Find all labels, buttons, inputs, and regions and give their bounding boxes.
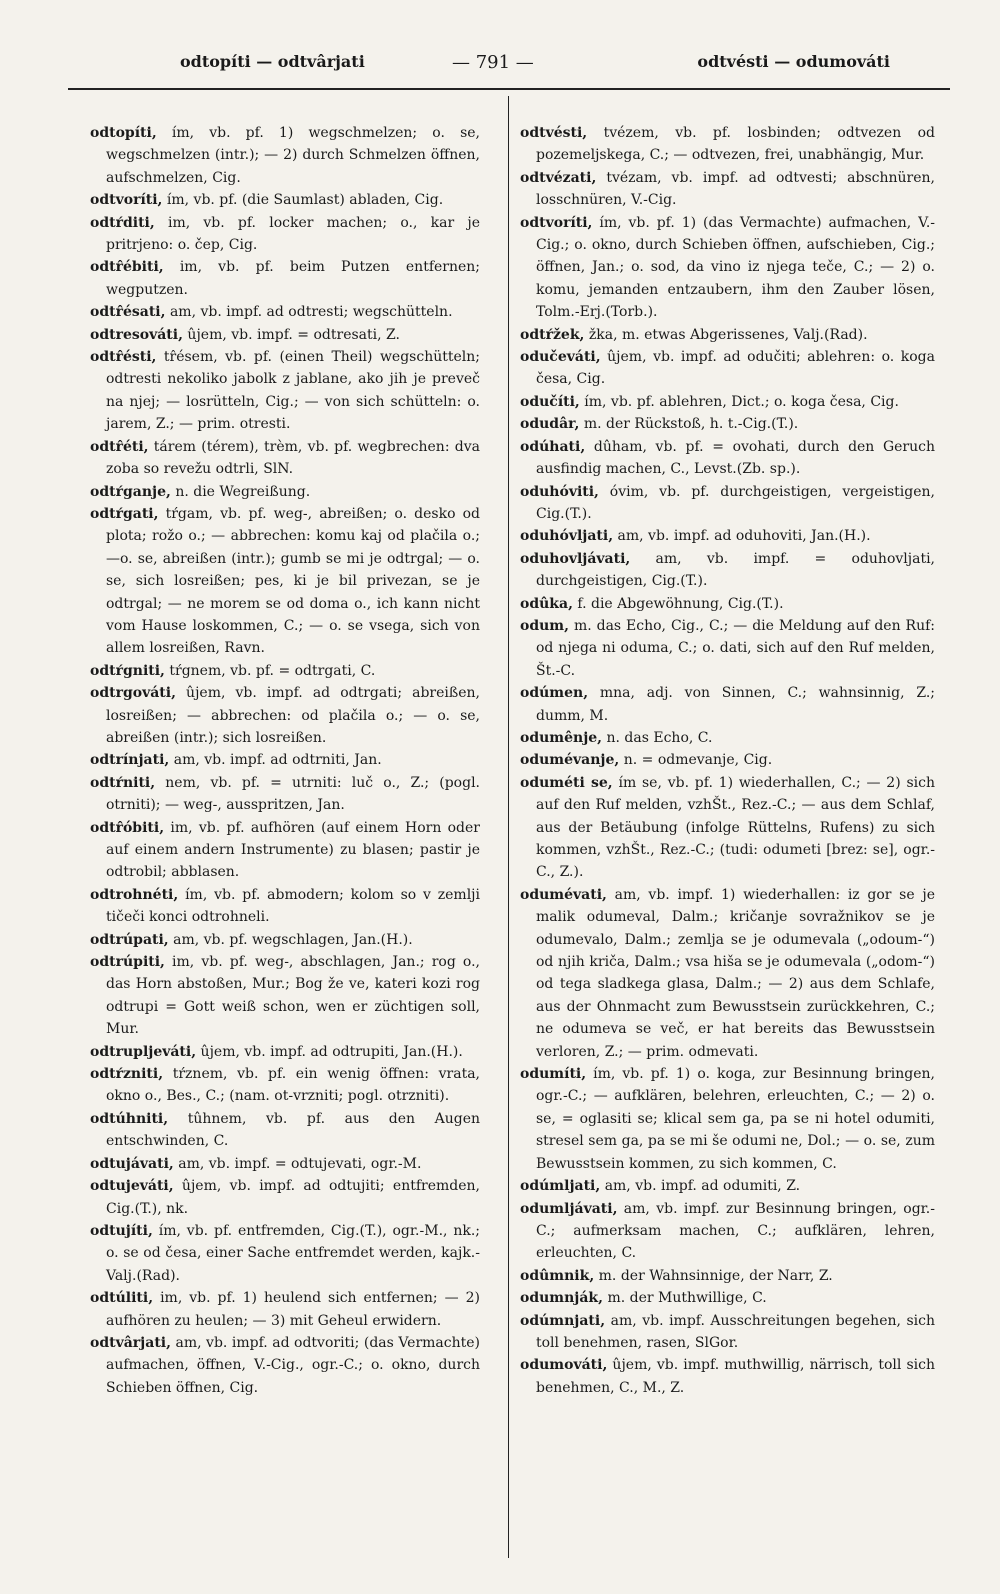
left-column [90, 122, 480, 1399]
entry-definition: ûjem, vb. impf. ad odtujiti; entfremden, Cig.(T.), nk. [106, 1178, 480, 1217]
entry-headword: odtrupljeváti, [90, 1043, 197, 1060]
dictionary-entry [90, 1041, 480, 1063]
dictionary-entry [90, 122, 480, 189]
entry-headword: odtŕžek, [520, 326, 585, 343]
dictionary-entry [520, 682, 935, 727]
entry-headword: odtr̂éti, [90, 438, 149, 455]
entry-definition: am, vb. pf. wegschlagen, Jan.(H.). [173, 931, 413, 948]
dictionary-entry [90, 749, 480, 771]
dictionary-entry [520, 1287, 935, 1309]
dictionary-entry [90, 1175, 480, 1220]
entry-headword: odtresováti, [90, 326, 183, 343]
dictionary-entry [90, 1153, 480, 1175]
dictionary-entry [90, 1108, 480, 1153]
entry-headword: odtŕniti, [90, 774, 156, 791]
entry-definition: m. der Muthwillige, C. [607, 1290, 767, 1307]
entry-definition: am, vb. impf. = oduhovljati, durchgeistigen, Cig.(T.). [536, 550, 935, 590]
entry-headword: odumévati, [520, 886, 607, 903]
entry-definition: nem, vb. pf. = utrniti: luč o., Z.; (pogl. otrniti); — weg-, ausspritzen, Jan. [106, 774, 481, 814]
dictionary-entry [520, 391, 935, 413]
dictionary-entry [90, 817, 480, 884]
dictionary-entry [520, 413, 935, 435]
entry-headword: odúhati, [520, 438, 586, 455]
entry-headword: odtvoríti, [520, 214, 593, 231]
entry-definition: am, vb. impf. Ausschreitungen begehen, sich toll benehmen, rasen, SlGor. [536, 1312, 935, 1351]
entry-headword: odûka, [520, 595, 573, 612]
dictionary-entry [520, 1265, 935, 1287]
entry-headword: odtujeváti, [90, 1178, 174, 1195]
header-left-guideword: odtopíti — odtvârjati [180, 52, 365, 71]
entry-definition: im, vb. pf. locker machen; o., kar je pritrjeno: o. čep, Cig. [106, 214, 480, 254]
dictionary-entry [90, 212, 480, 257]
entry-headword: odtopíti, [90, 125, 157, 141]
header-rule [68, 88, 950, 90]
entry-definition: ím se, vb. pf. 1) wiederhallen, C.; — 2) sich auf den Ruf melden, vzhŠt., Rez.-C.; — aus dem Schlaf, aus der Betäubung (infolge Rüttelns, Rufens) zu sich kommen, vzhŠt., Rez.-C.; (tudi: odumeti [brez: se], ogr.-C., Z.). [536, 774, 935, 881]
entry-definition: am, vb. impf. zur Besinnung bringen, ogr.-C.; aufmerksam machen, C.; aufklären, lehren, erleuchten, C. [536, 1200, 935, 1262]
entry-headword: odúmnjati, [520, 1312, 606, 1329]
entry-headword: odtúliti, [90, 1290, 154, 1307]
dictionary-entry [90, 1220, 480, 1287]
entry-headword: odumévanje, [520, 752, 620, 769]
dictionary-entry [90, 660, 480, 682]
entry-headword: odtŕganje, [90, 483, 171, 500]
entry-headword: odum, [520, 617, 569, 634]
entry-definition: dûham, vb. pf. = ovohati, durch den Geruch ausfindig machen, C., Levst.(Zb. sp.). [536, 438, 935, 478]
entry-headword: odtrohnéti, [90, 886, 179, 903]
entry-definition: ûjem, vb. impf. ad odtrgati; abreißen, losreißen; — abbrechen: od plačila o.; — o. se, abreißen (intr.); sich losreißen. [106, 685, 480, 746]
entry-definition: tvézam, vb. impf. ad odtvesti; abschnüren, losschnüren, V.-Cig. [536, 169, 935, 209]
entry-definition: žka, m. etwas Abgerissenes, Valj.(Rad). [588, 326, 868, 343]
entry-headword: odtrúpati, [90, 931, 169, 948]
entry-definition: im, vb. pf. beim Putzen entfernen; wegputzen. [106, 259, 481, 298]
entry-headword: oduméti se, [520, 774, 613, 791]
page-number: — 791 — [452, 52, 534, 73]
dictionary-entry [520, 884, 935, 1063]
entry-definition: n. = odmevanje, Cig. [623, 752, 773, 769]
entry-headword: odúmljati, [520, 1178, 601, 1195]
entry-headword: odtr̂ésati, [90, 304, 166, 321]
entry-headword: odumljávati, [520, 1200, 618, 1217]
entry-definition: ím, vb. pf. (die Saumlast) abladen, Cig. [166, 192, 444, 209]
entry-headword: odtr̂ésti, [90, 349, 157, 366]
dictionary-entry [520, 436, 935, 481]
entry-definition: ûjem, vb. impf. muthwillig, närrisch, toll sich benehmen, C., M., Z. [536, 1357, 935, 1396]
dictionary-entry [520, 1063, 935, 1175]
dictionary-entry [520, 1354, 935, 1399]
entry-definition: ím, vb. pf. 1) o. koga, zur Besinnung bringen, ogr.-C.; — aufklären, belehren, erleuchten, C.; — 2) o. se, = oglasiti se; klical sem ga, pa se ni hotel odumiti, stresel sem ga, pa se mi še odumi ne, Dol.; — o. se, zum Bewusstsein kommen, zu sich kommen, C. [536, 1066, 935, 1172]
dictionary-entry [90, 346, 480, 436]
dictionary-entry [520, 548, 935, 593]
dictionary-entry [90, 1332, 480, 1399]
dictionary-entry [520, 346, 935, 391]
entry-definition: im, vb. pf. 1) heulend sich entfernen; — 2) aufhören zu heulen; — 3) mit Geheul erwidern. [106, 1290, 480, 1329]
dictionary-entry [90, 682, 480, 749]
entry-definition: ím, vb. pf. 1) (das Vermachte) aufmachen, V.-Cig.; o. okno, durch Schieben öffnen, aufschieben, Cig.; öffnen, Jan.; o. sod, da vino iz njega teče, C.; — 2) o. komu, jemanden entzaubern, ihm den Zauber lösen, Tolm.-Erj.(Torb.). [536, 214, 935, 321]
dictionary-entry [90, 189, 480, 211]
dictionary-entry [90, 301, 480, 323]
entry-headword: odtujávati, [90, 1155, 174, 1172]
entry-headword: odûmnik, [520, 1267, 595, 1284]
dictionary-entry [90, 929, 480, 951]
entry-definition: ím, vb. pf. ablehren, Dict.; o. koga česa, Cig. [584, 393, 899, 410]
entry-headword: odtvésti, [520, 125, 588, 141]
entry-definition: am, vb. impf. 1) wiederhallen: iz gor se je malik odumeval, Dalm.; kričanje sovražnikov se je odumevalo, Dalm.; zemlja se je odumevala („odoum-“) od njih kriča, Dalm.; vsa hiša se je odumevala („odom-“) od tega sladkega glasa, Dalm.; — 2) aus dem Schlafe, aus der Ohnmacht zum Bewusstsein zurückkehren, C.; ne odumeva se več, er hat bereits das Bewusstsein verloren, Z.; — prim. odmevati. [536, 886, 935, 1060]
entry-definition: am, vb. impf. = odtujevati, ogr.-M. [178, 1155, 422, 1172]
dictionary-entry [520, 727, 935, 749]
entry-headword: odučíti, [520, 393, 580, 410]
entry-headword: oduhóviti, [520, 483, 599, 500]
dictionary-entry [520, 615, 935, 682]
dictionary-entry [90, 772, 480, 817]
page-header [70, 52, 930, 78]
entry-headword: oduhovljávati, [520, 550, 631, 567]
entry-headword: odúmen, [520, 685, 589, 702]
entry-headword: odtŕzniti, [90, 1066, 164, 1083]
dictionary-entry [520, 772, 935, 884]
dictionary-entry [520, 481, 935, 526]
dictionary-entry [520, 324, 935, 346]
entry-headword: odtvézati, [520, 169, 597, 186]
entry-definition: ím, vb. pf. abmodern; kolom so v zemlji tičeči konci odtrohneli. [106, 886, 480, 926]
entry-definition: am, vb. impf. ad odtresti; wegschütteln. [169, 304, 453, 321]
entry-headword: oduhóvljati, [520, 528, 614, 545]
entry-definition: ûjem, vb. impf. ad odučiti; ablehren: o. koga česa, Cig. [536, 349, 935, 388]
dictionary-entry [520, 1198, 935, 1265]
entry-headword: odtŕgati, [90, 505, 159, 522]
column-divider [508, 96, 509, 1558]
entry-definition: ûjem, vb. impf. = odtresati, Z. [187, 326, 400, 343]
entry-definition: am, vb. impf. ad odtvoriti; (das Vermachte) aufmachen, öffnen, V.-Cig., ogr.-C.; o. okno, durch Schieben öffnen, Cig. [106, 1334, 480, 1396]
entry-definition: n. das Echo, C. [606, 729, 713, 746]
dictionary-entry [520, 1310, 935, 1355]
entry-definition: tárem (térem), trèm, vb. pf. wegbrechen: dva zoba so revežu odtrli, SlN. [106, 438, 480, 478]
dictionary-entry [90, 951, 480, 1041]
dictionary-entry [520, 749, 935, 771]
entry-headword: odtr̂óbiti, [90, 819, 165, 836]
entry-headword: odučeváti, [520, 349, 601, 366]
entry-definition: tŕgnem, vb. pf. = odtrgati, C. [169, 662, 376, 679]
entry-definition: óvim, vb. pf. durchgeistigen, vergeistigen, Cig.(T.). [536, 483, 935, 522]
dictionary-entry [520, 1175, 935, 1197]
entry-definition: tŕznem, vb. pf. ein wenig öffnen: vrata, okno o., Bes., C.; (nam. ot-vrzniti; pogl. otrzniti). [106, 1066, 481, 1105]
entry-definition: ûjem, vb. impf. ad odtrupiti, Jan.(H.). [200, 1043, 463, 1060]
entry-definition: f. die Abgewöhnung, Cig.(T.). [577, 595, 784, 612]
dictionary-entry [90, 1063, 480, 1108]
dictionary-entry [520, 593, 935, 615]
entry-headword: odtujíti, [90, 1222, 153, 1239]
entry-definition: m. der Rückstoß, h. t.-Cig.(T.). [583, 416, 799, 433]
dictionary-entry [90, 1287, 480, 1332]
dictionary-entry [90, 324, 480, 346]
dictionary-entry [90, 503, 480, 660]
entry-headword: odudâr, [520, 416, 580, 433]
entry-headword: odtŕditi, [90, 214, 155, 231]
entry-headword: odtŕgniti, [90, 662, 165, 679]
entry-definition: ím, vb. pf. entfremden, Cig.(T.), ogr.-M., nk.; o. se od česa, einer Sache entfremdet werden, kajk.-Valj.(Rad). [106, 1222, 481, 1284]
entry-definition: am, vb. impf. ad odumiti, Z. [604, 1178, 801, 1195]
dictionary-entry [90, 436, 480, 481]
entry-headword: odtúhniti, [90, 1110, 169, 1127]
entry-definition: m. das Echo, Cig., C.; — die Meldung auf den Ruf: od njega ni oduma, C.; o. dati, sich auf den Ruf melden, Št.-C. [536, 617, 936, 679]
dictionary-entry [90, 481, 480, 503]
entry-definition: tŕgam, vb. pf. weg-, abreißen; o. desko od plota; rožo o.; — abbrechen: komu kaj od plačila o.; —o. se, abreißen (intr.); gumb se mi je odtrgal; — o. se, sich losreißen; pes, ki je bil privezan, se je odtrgal; — ne morem se od doma o., ich kann nicht vom Hause loskommen, C.; — o. se vsega, sich von allem losreißen, Ravn. [106, 505, 480, 657]
entry-headword: odumíti, [520, 1066, 587, 1083]
right-column [520, 122, 935, 1399]
dictionary-entry [90, 884, 480, 929]
entry-definition: tvézem, vb. pf. losbinden; odtvezen od pozemeljskega, C.; — odtvezen, frei, unabhängig, Mur. [536, 125, 936, 164]
entry-headword: odtvoríti, [90, 192, 163, 209]
entry-definition: n. die Wegreißung. [175, 483, 311, 500]
entry-headword: odtrínjati, [90, 752, 170, 769]
entry-definition: im, vb. pf. aufhören (auf einem Horn oder auf einem andern Instrumente) zu blasen; pastir je odtrobil; abblasen. [106, 819, 480, 881]
dictionary-entry [520, 167, 935, 212]
entry-definition: am, vb. impf. ad oduhoviti, Jan.(H.). [617, 528, 871, 545]
header-right-guideword: odtvésti — odumováti [697, 52, 890, 71]
entry-headword: odumnják, [520, 1290, 604, 1307]
entry-headword: odumováti, [520, 1357, 608, 1374]
dictionary-entry [90, 256, 480, 301]
entry-headword: odtr̂ébiti, [90, 259, 164, 276]
entry-definition: am, vb. impf. ad odtrniti, Jan. [173, 752, 382, 769]
entry-definition: im, vb. pf. weg-, abschlagen, Jan.; rog o., das Horn abstoßen, Mur.; Bog že ve, kateri kozi rog odtrupi = Gott weiß schon, wen er züchtigen soll, Mur. [106, 954, 480, 1038]
entry-headword: odtrúpiti, [90, 954, 165, 971]
entry-headword: odumênje, [520, 729, 603, 746]
dictionary-entry [520, 122, 935, 167]
dictionary-entry [520, 525, 935, 547]
dictionary-entry [520, 212, 935, 324]
entry-definition: mna, adj. von Sinnen, C.; wahnsinnig, Z.; dumm, M. [536, 685, 936, 724]
entry-definition: m. der Wahnsinnige, der Narr, Z. [598, 1267, 833, 1284]
entry-definition: tr̂ésem, vb. pf. (einen Theil) wegschütteln; odtresti nekoliko jabolk z jablane, ako jih je preveč na njej; — losrütteln, Cig.; — von sich schütteln: o. jarem, Z.; — prim. otresti. [106, 349, 480, 433]
entry-headword: odtrgováti, [90, 685, 176, 702]
entry-definition: tûhnem, vb. pf. aus den Augen entschwinden, C. [106, 1110, 481, 1150]
entry-headword: odtvârjati, [90, 1334, 171, 1351]
entry-definition: ím, vb. pf. 1) wegschmelzen; o. se, wegschmelzen (intr.); — 2) durch Schmelzen öffnen, aufschmelzen, Cig. [106, 125, 480, 186]
